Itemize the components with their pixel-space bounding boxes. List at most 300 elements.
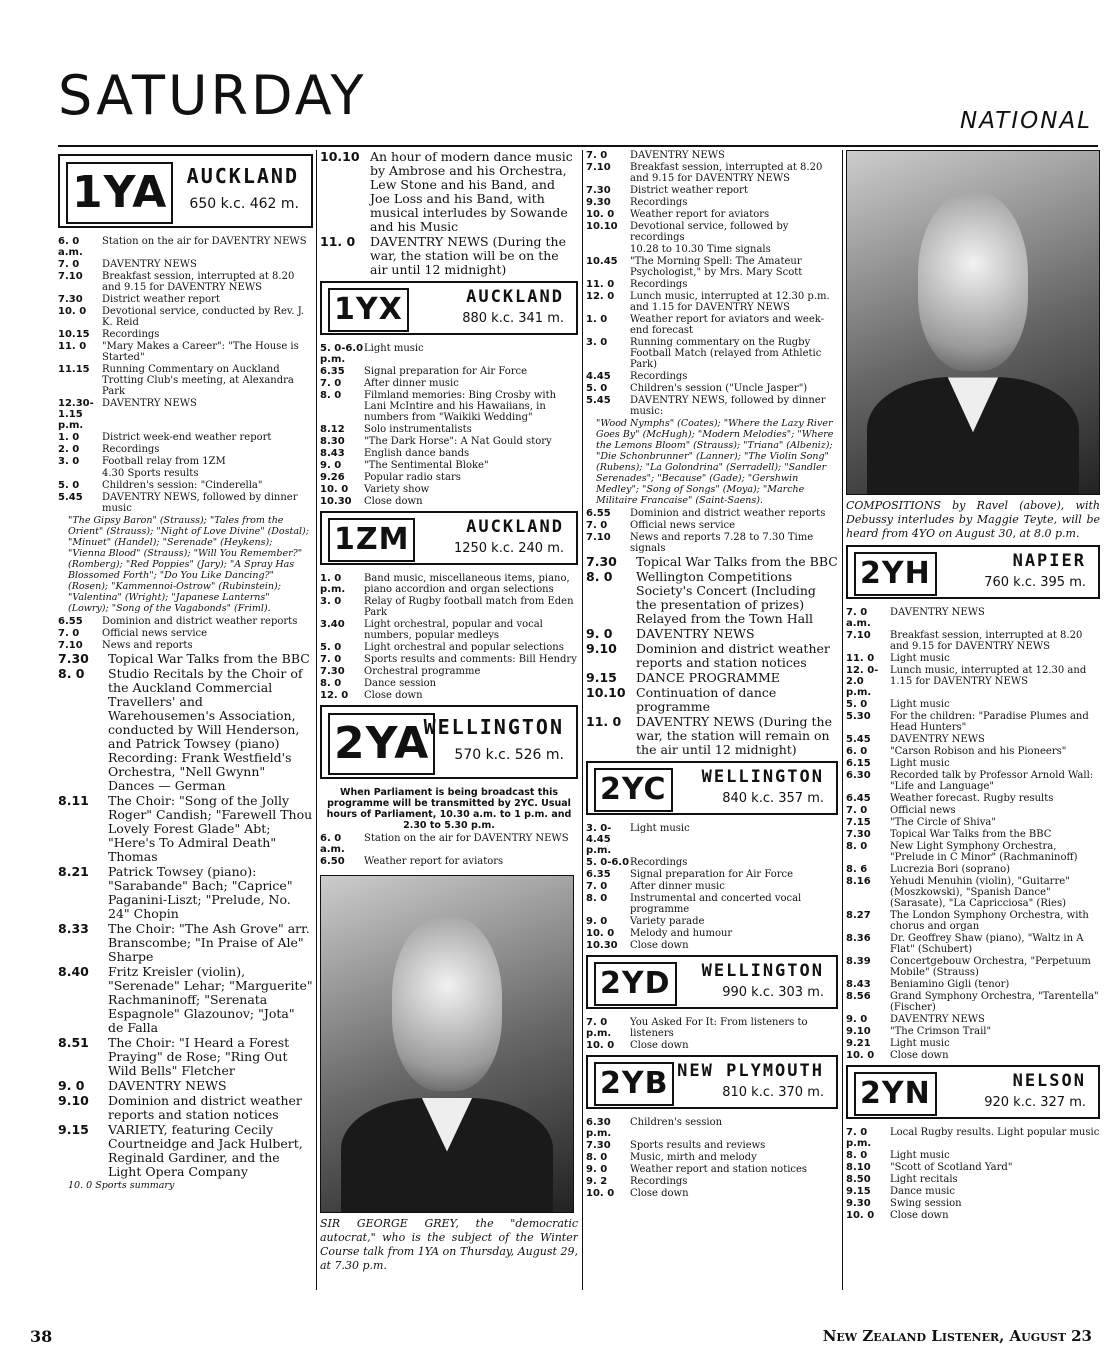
programme-item [586, 150, 838, 161]
programme-list [58, 652, 313, 1179]
section-tag: NATIONAL [960, 108, 1092, 134]
programme-item [58, 236, 313, 258]
programme-item [58, 271, 313, 293]
programme-time: 7. 0 [58, 259, 80, 270]
programme-time: 9. 0 [586, 1164, 608, 1175]
programme-description: Topical War Talks from the BBC [636, 554, 838, 569]
programme-time: 7.30 [586, 1140, 611, 1151]
programme-time: 7. 0 [320, 378, 342, 389]
programme-description: DAVENTRY NEWS [102, 398, 197, 409]
programme-description: "The Circle of Shiva" [890, 817, 996, 828]
programme-time: 5. 0 [846, 699, 868, 710]
programme-description: Close down [364, 690, 423, 701]
programme-description: Concertgebouw Orchestra, "Perpetuum Mobile" (Strauss) [890, 956, 1091, 978]
programme-item [586, 893, 838, 915]
programme-description: District weather report [102, 294, 220, 305]
programme-time: 7. 0 [586, 520, 608, 531]
programme-item [586, 642, 838, 670]
programme-description: Melody and humour [630, 928, 733, 939]
programme-item [586, 209, 838, 220]
programme-description: "The Crimson Trail" [890, 1026, 992, 1037]
programme-time: 6.45 [846, 793, 871, 804]
programme-item [846, 1150, 1100, 1161]
programme-description: Breakfast session, interrupted at 8.20 and 9.15 for DAVENTRY NEWS [102, 271, 295, 293]
programme-description: Light orchestral, popular and vocal numbers, popular medleys [364, 619, 543, 641]
programme-time: 10.10 [320, 150, 360, 164]
programme-description: Studio Recitals by the Choir of the Auckland Commercial Travellers' and Warehousemen's Association, conducted by Will Henderson, and Patrick Towsey (piano) Recording: Frank Westfield's Orchestra, "Nell Gwynn" Dances — German [108, 666, 303, 793]
programme-description: DAVENTRY NEWS [890, 1014, 985, 1025]
programme-item [320, 424, 578, 435]
programme-description: Station on the air for DAVENTRY NEWS [364, 833, 569, 844]
programme-time: 9.26 [320, 472, 345, 483]
programme-time: 9.30 [586, 197, 611, 208]
programme-description: An hour of modern dance music by Ambrose and his Orchestra, Lew Stone and his Band, and Joe Loss and his Band, with musical interludes by Sowande and his Music [370, 150, 573, 234]
programme-description: After dinner music [364, 378, 459, 389]
programme-description: Children's session ("Uncle Jasper") [630, 383, 808, 394]
programme-description: Official news [890, 805, 956, 816]
programme-time: 7.10 [846, 630, 871, 641]
station-logo: 2YN [854, 1072, 937, 1116]
programme-time: 9.10 [846, 1026, 871, 1037]
programme-description: Fritz Kreisler (violin), "Serenade" Lehar; "Marguerite" Rachmaninoff; "Serenata Espagnole" Glazounov; "Jota" de Falla [108, 964, 313, 1035]
programme-time: 8. 0 [586, 893, 608, 904]
programme-time: 8.30 [320, 436, 345, 447]
station-logo: 1ZM [328, 518, 415, 562]
programme-time: 10. 0 [586, 209, 615, 220]
programme-item [586, 185, 838, 196]
programme-item [58, 865, 313, 921]
programme-description: DANCE PROGRAMME [636, 670, 780, 685]
programme-time: 8. 0 [846, 841, 868, 852]
programme-time: 6. 0 a.m. [58, 236, 83, 258]
programme-description: Solo instrumentalists [364, 424, 472, 435]
station-header-1zm [320, 511, 578, 565]
programme-time: 8. 0 [58, 666, 85, 681]
programme-item [58, 628, 313, 639]
programme-item [846, 758, 1100, 769]
programme-description: After dinner music [630, 881, 725, 892]
station-city: NELSON [1012, 1071, 1086, 1091]
programme-description: Lunch music, interrupted at 12.30 and 1.15 for DAVENTRY NEWS [890, 665, 1087, 687]
programme-description: DAVENTRY NEWS [102, 259, 197, 270]
programme-item [586, 221, 838, 243]
programme-description: "The Morning Spell: The Amateur Psychologist," by Mrs. Mary Scott [630, 256, 803, 278]
programme-time: 9.15 [58, 1122, 89, 1137]
programme-description: Close down [364, 496, 423, 507]
programme-item [58, 398, 313, 431]
programme-description: Close down [890, 1050, 949, 1061]
programme-item [58, 1123, 313, 1179]
programme-time: 6.35 [586, 869, 611, 880]
programme-item [586, 1164, 838, 1175]
programme-time: 10. 0 [58, 306, 87, 317]
programme-item [320, 642, 578, 653]
programme-description: Weather report and station notices [630, 1164, 808, 1175]
station-logo: 2YA [328, 713, 435, 775]
photo-caption: SIR GEORGE GREY, the "democratic autocrat," who is the subject of the Winter Course talk from 1YA on Thursday, August 29, at 7.30 p.m. [320, 1217, 578, 1272]
programme-item [58, 468, 313, 479]
programme-time: 11.15 [58, 364, 90, 375]
programme-item [846, 653, 1100, 664]
programme-list [320, 833, 578, 867]
programme-description: District week-end weather report [102, 432, 272, 443]
programme-description: Grand Symphony Orchestra, "Tarentella" (Fischer) [890, 991, 1099, 1013]
programme-time: 6.50 [320, 856, 345, 867]
publication-name: New Zealand Listener, August 23 [822, 1327, 1092, 1345]
programme-time: 8.39 [846, 956, 871, 967]
page-number: 38 [30, 1327, 53, 1346]
programme-description: Weather report for aviators [364, 856, 504, 867]
programme-time: 2. 0 [58, 444, 80, 455]
programme-description: Continuation of dance programme [636, 685, 777, 714]
programme-item [586, 1152, 838, 1163]
programme-item [320, 472, 578, 483]
station-header-2yb [586, 1055, 838, 1109]
programme-time: 8.16 [846, 876, 871, 887]
programme-time: 10.30 [320, 496, 352, 507]
programme-item [586, 532, 838, 554]
programme-item [846, 1186, 1100, 1197]
page-title: SATURDAY [58, 64, 367, 127]
programme-description: Light music [890, 699, 950, 710]
programme-item [846, 793, 1100, 804]
programme-list [586, 1017, 838, 1051]
programme-description: Sports results and comments: Bill Hendry [364, 654, 577, 665]
programme-description: Topical War Talks from the BBC [108, 651, 310, 666]
column-3 [586, 150, 838, 1200]
programme-description: Recordings [630, 1176, 688, 1187]
programme-item [58, 667, 313, 793]
portrait-photo [846, 150, 1100, 495]
programme-description: Recordings [630, 279, 688, 290]
programme-description: Relay of Rugby football match from Eden Park [364, 596, 574, 618]
programme-description: "Mary Makes a Career": "The House is Started" [102, 341, 299, 363]
programme-item [846, 805, 1100, 816]
programme-time: 6.55 [58, 616, 83, 627]
programme-time: 12. 0 [320, 690, 349, 701]
programme-time: 7.30 [320, 666, 345, 677]
programme-item [58, 341, 313, 363]
programme-item [586, 1188, 838, 1199]
programme-item [320, 235, 578, 277]
programme-item [58, 259, 313, 270]
programme-time: 10. 0 [586, 1188, 615, 1199]
portrait-photo [320, 875, 574, 1213]
programme-time: 7.30 [586, 185, 611, 196]
programme-time: 5. 0 [58, 480, 80, 491]
station-city: NAPIER [1012, 551, 1086, 571]
programme-item [320, 596, 578, 618]
programme-description: Devotional service, followed by recordings [630, 221, 789, 243]
programme-time: 9.15 [846, 1186, 871, 1197]
programme-time: 5.45 [58, 492, 83, 503]
programme-time: 3. 0 [320, 596, 342, 607]
programme-item [320, 343, 578, 365]
programme-time: 8.10 [846, 1162, 871, 1173]
programme-description: Breakfast session, interrupted at 8.20 and 9.15 for DAVENTRY NEWS [630, 162, 823, 184]
station-frequency: 570 k.c. 526 m. [454, 747, 564, 763]
programme-item [58, 1036, 313, 1078]
programme-item [586, 1017, 838, 1039]
programme-item [58, 640, 313, 651]
programme-item [846, 933, 1100, 955]
programme-item [58, 1094, 313, 1122]
programme-list [320, 573, 578, 701]
station-city: WELLINGTON [701, 961, 824, 981]
programme-description: The Choir: "The Ash Grove" arr. Branscombe; "In Praise of Ale" Sharpe [108, 921, 310, 964]
programme-item [846, 699, 1100, 710]
programme-time: 7. 0 [846, 805, 868, 816]
programme-description: District weather report [630, 185, 748, 196]
programme-description: Light music [364, 343, 424, 354]
programme-description: For the children: "Paradise Plumes and Head Hunters" [890, 711, 1089, 733]
programme-time: 10.45 [586, 256, 618, 267]
programme-item [586, 570, 838, 626]
programme-item [586, 671, 838, 685]
programme-description: Variety parade [630, 916, 705, 927]
station-city: WELLINGTON [423, 715, 564, 739]
programme-time: 1. 0 p.m. [320, 573, 346, 595]
programme-item [846, 1210, 1100, 1221]
programme-time: 10. 0 [320, 484, 349, 495]
programme-item [586, 395, 838, 417]
programme-time: 8.33 [58, 921, 89, 936]
programme-description: DAVENTRY NEWS [108, 1078, 227, 1093]
programme-description: Close down [630, 1188, 689, 1199]
programme-description: The Choir: "Song of the Jolly Roger" Candish; "Farewell Thou Lovely Forest Glade" Abt; "Here's To Admiral Death" Thomas [108, 793, 313, 864]
programme-time [586, 244, 630, 255]
programme-item [586, 627, 838, 641]
station-frequency: 760 k.c. 395 m. [984, 575, 1086, 590]
programme-time: 9. 0 [846, 1014, 868, 1025]
programme-time: 7. 0 [58, 628, 80, 639]
programme-time: 3. 0 [586, 337, 608, 348]
programme-description: Sports results and reviews [630, 1140, 766, 1151]
programme-item [320, 666, 578, 677]
programme-description: Topical War Talks from the BBC [890, 829, 1052, 840]
programme-item [58, 492, 313, 514]
programme-time: 8. 0 [846, 1150, 868, 1161]
programme-item [320, 378, 578, 389]
programme-item [320, 436, 578, 447]
programme-item [846, 746, 1100, 757]
station-header-1ya [58, 154, 313, 228]
programme-item [846, 910, 1100, 932]
programme-description: Running commentary on the Rugby Football Match (relayed from Athletic Park) [630, 337, 822, 370]
programme-description: Children's session [630, 1117, 723, 1128]
programme-description: You Asked For It: From listeners to listeners [630, 1017, 808, 1039]
programme-item [586, 508, 838, 519]
programme-time: 5. 0 [586, 383, 608, 394]
programme-description: Weather report for aviators and week-end forecast [630, 314, 824, 336]
programme-description: Popular radio stars [364, 472, 461, 483]
dinner-music-note: "The Gipsy Baron" (Strauss); "Tales from the Orient" (Strauss); "Night of Love Divine" (Dostal); "Minuet" (Handel); "Serenade" (Heykens); "Vienna Blood" (Strauss); "Will You Remember?" (Romberg); "Red Poppies" (Jary); "A Spray Has Blossomed Forth"; "Do You Like Dancing?" (Rosen); "Kammennoi-Ostrow" (Rubinstein); "Valentina" (Wright); "Japanese Lanterns" (Lowry); "Song of the Vagabonds" (Friml). [68, 515, 309, 614]
programme-time: 5.45 [586, 395, 611, 406]
programme-item [846, 1026, 1100, 1037]
programme-item [846, 956, 1100, 978]
programme-time: 8. 0 [586, 1152, 608, 1163]
programme-description: Band music, miscellaneous items, piano, piano accordion and organ selections [364, 573, 570, 595]
programme-description: Orchestral programme [364, 666, 481, 677]
programme-time: 5. 0-6.0 [586, 857, 630, 868]
programme-description: Signal preparation for Air Force [364, 366, 528, 377]
programme-item [586, 881, 838, 892]
programme-description: Recordings [630, 197, 688, 208]
programme-description: Yehudi Menuhin (violin), "Guitarre" (Moszkowski), "Spanish Dance" (Sarasate), "La Capricciosa" (Ries) [890, 876, 1070, 909]
programme-description: Instrumental and concerted vocal programme [630, 893, 802, 915]
programme-item [586, 940, 838, 951]
programme-item [846, 1038, 1100, 1049]
programme-item [320, 366, 578, 377]
column-1 [58, 150, 313, 1193]
programme-item [586, 1176, 838, 1187]
programme-item [586, 279, 838, 290]
programme-item [846, 829, 1100, 840]
programme-time: 8. 0 [320, 390, 342, 401]
programme-item [58, 652, 313, 666]
station-header-2ya [320, 705, 578, 779]
programme-description: Close down [630, 940, 689, 951]
programme-time: 7. 0 [320, 654, 342, 665]
programme-time: 5.30 [846, 711, 871, 722]
programme-list [586, 150, 838, 417]
station-city: AUCKLAND [186, 164, 299, 188]
programme-time: 5. 0 [320, 642, 342, 653]
programme-time: 8.27 [846, 910, 871, 921]
programme-item [846, 841, 1100, 863]
programme-description: DAVENTRY NEWS, followed by dinner music: [630, 395, 826, 417]
programme-item [846, 817, 1100, 828]
programme-item [320, 448, 578, 459]
programme-time: 7.15 [846, 817, 871, 828]
programme-list [320, 150, 578, 277]
programme-item [846, 734, 1100, 745]
programme-item [58, 432, 313, 443]
programme-item [58, 306, 313, 328]
programme-description: Weather report for aviators [630, 209, 770, 220]
programme-description: Recordings [630, 857, 688, 868]
programme-time: 9.30 [846, 1198, 871, 1209]
programme-item [320, 678, 578, 689]
programme-time: 10. 0 [846, 1210, 875, 1221]
programme-item [586, 371, 838, 382]
programme-description: Light orchestral and popular selections [364, 642, 564, 653]
programme-time: 8.43 [320, 448, 345, 459]
programme-time: 7. 0 a.m. [846, 607, 871, 629]
programme-item [320, 690, 578, 701]
programme-item [320, 484, 578, 495]
programme-time: 7. 0 p.m. [846, 1127, 872, 1149]
programme-description: Lunch music, interrupted at 12.30 p.m. and 1.15 for DAVENTRY NEWS [630, 291, 830, 313]
station-header-2yh [846, 545, 1100, 599]
programme-item [846, 1198, 1100, 1209]
programme-item [846, 1127, 1100, 1149]
programme-time: 7.30 [586, 554, 617, 569]
programme-description: DAVENTRY NEWS [636, 626, 755, 641]
column-divider [842, 150, 843, 1290]
station-header-2yn [846, 1065, 1100, 1119]
programme-time: 8.36 [846, 933, 871, 944]
programme-description: Recordings [630, 371, 688, 382]
programme-description: Recorded talk by Professor Arnold Wall: "Life and Language" [890, 770, 1094, 792]
programme-item [846, 1174, 1100, 1185]
programme-item [58, 794, 313, 864]
programme-item [586, 928, 838, 939]
programme-description: "Scott of Scotland Yard" [890, 1162, 1013, 1173]
programme-time: 6.30 [846, 770, 871, 781]
programme-item [586, 197, 838, 208]
programme-time: 8. 6 [846, 864, 868, 875]
programme-item [586, 715, 838, 757]
station-city: AUCKLAND [466, 287, 564, 307]
programme-description: Football relay from 1ZM [102, 456, 226, 467]
programme-description: "The Sentimental Bloke" [364, 460, 489, 471]
programme-time: 4.45 [586, 371, 611, 382]
station-city: NEW PLYMOUTH [677, 1061, 824, 1081]
programme-time: 11. 0 [58, 341, 87, 352]
programme-time: 10.15 [58, 329, 90, 340]
programme-time: 7.30 [846, 829, 871, 840]
programme-description: Light music [890, 1150, 950, 1161]
programme-time: 9.21 [846, 1038, 871, 1049]
station-logo: 2YD [594, 962, 677, 1006]
programme-time: 6.15 [846, 758, 871, 769]
programme-item [846, 665, 1100, 698]
programme-item [846, 770, 1100, 792]
programme-description: The Choir: "I Heard a Forest Praying" de Rose; "Ring Out Wild Bells" Fletcher [108, 1035, 290, 1078]
programme-time: 11. 0 [586, 714, 622, 729]
column-divider [582, 150, 583, 1290]
programme-time: 10.10 [586, 221, 618, 232]
programme-description: Devotional service, conducted by Rev. J. K. Reid [102, 306, 305, 328]
programme-item [586, 555, 838, 569]
programme-description: Recordings [102, 444, 160, 455]
dinner-music-note: "Wood Nymphs" (Coates); "Where the Lazy River Goes By" (McHugh); "Modern Melodies"; "Where the Lemons Bloom" (Strauss); "Triana" (Albeniz); "Die Schonbrunner" (Lanner); "The Violin Song" (Rubens); "La Golondrina" (Serradell); "Sandler Serenades"; "Because" (Gade); "Gershwin Medley"; "Song of Songs" (Moya); "Marche Militaire Francaise" (Saint-Saens). [596, 418, 834, 506]
programme-description: Light music [890, 653, 950, 664]
programme-time: 10. 0 [586, 928, 615, 939]
station-city: AUCKLAND [466, 517, 564, 537]
column-2 [320, 150, 578, 1273]
column-4 [846, 150, 1100, 1222]
programme-description: Dominion and district weather reports [630, 508, 826, 519]
programme-item [320, 390, 578, 423]
programme-item [586, 1117, 838, 1139]
programme-item [586, 383, 838, 394]
programme-item [320, 150, 578, 234]
programme-time: 6.30 p.m. [586, 1117, 612, 1139]
station-frequency: 1250 k.c. 240 m. [453, 541, 564, 556]
programme-time: 9. 0 [586, 626, 613, 641]
station-logo: 2YB [594, 1062, 674, 1106]
programme-item [846, 991, 1100, 1013]
programme-time: 9. 2 [586, 1176, 608, 1187]
programme-description: Official news service [630, 520, 736, 531]
station-frequency: 990 k.c. 303 m. [722, 985, 824, 1000]
programme-time: 8.50 [846, 1174, 871, 1185]
programme-item [586, 823, 838, 856]
programme-time: 8.56 [846, 991, 871, 1002]
programme-description: Patrick Towsey (piano): "Sarabande" Bach; "Caprice" Paganini-Liszt; "Prelude, No. 24" Chopin [108, 864, 293, 921]
programme-time: 7.30 [58, 651, 89, 666]
programme-item [846, 1162, 1100, 1173]
programme-description: Variety show [364, 484, 430, 495]
programme-list [58, 236, 313, 514]
programme-time: 10. 0 [846, 1050, 875, 1061]
programme-time: 8.11 [58, 793, 89, 808]
programme-item [846, 876, 1100, 909]
programme-description: Light recitals [890, 1174, 958, 1185]
programme-item [586, 256, 838, 278]
